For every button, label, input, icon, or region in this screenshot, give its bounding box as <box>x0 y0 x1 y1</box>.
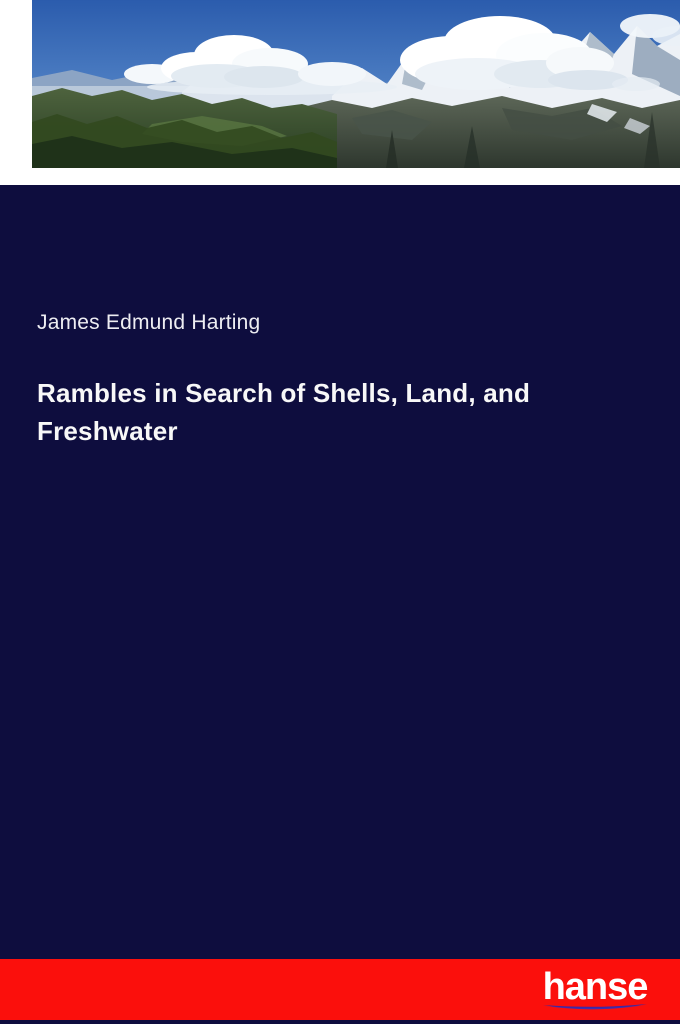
book-title: Rambles in Search of Shells, Land, and Freshwater <box>37 378 531 446</box>
panorama-illustration <box>32 0 680 168</box>
hanse-logo-text: hanse <box>542 966 648 1008</box>
publisher-footer-bar <box>0 959 680 1020</box>
alpine-panorama-photo <box>32 0 680 168</box>
hanse-logo <box>540 966 650 1014</box>
dark-rocky-slopes <box>282 96 680 168</box>
author-name: James Edmund Harting <box>37 311 261 334</box>
